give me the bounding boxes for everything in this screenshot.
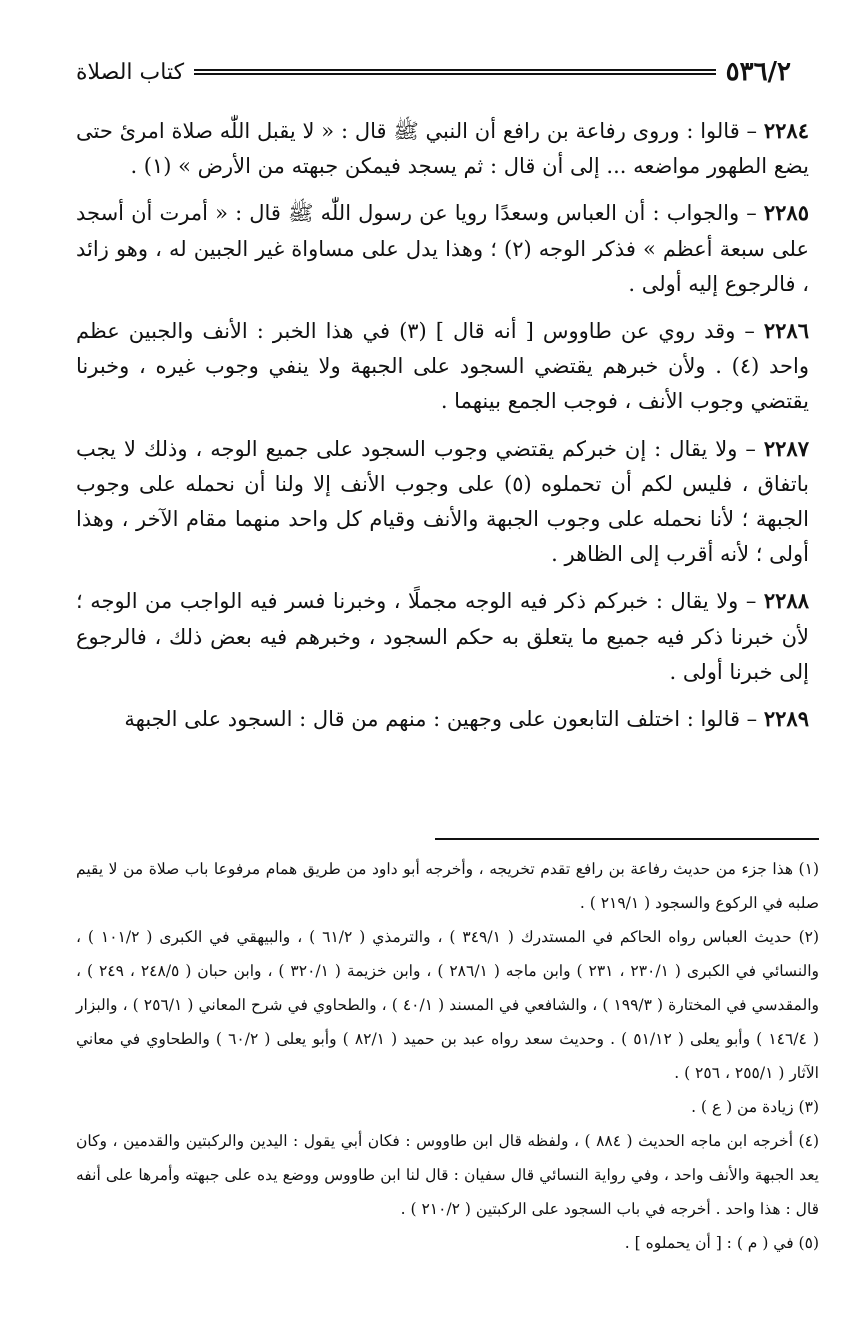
paragraph xyxy=(76,113,809,184)
paragraph-text: – قالوا : وروى رفاعة بن رافع أن النبي ﷺ قال : « لا يقبل اللّٰه صلاة امرئ حتى يضع الطهور مواضعه ... إلى أن قال : ثم يسجد فيمكن جبهته من الأرض » (١) . xyxy=(76,119,809,179)
paragraph-number: ٢٢٨٥ xyxy=(763,200,809,226)
footnote: (١) هذا جزء من حديث رفاعة بن رافع تقدم تخريجه ، وأخرجه أبو داود من طريق همام مرفوعا باب صلاة من لا يقيم صلبه في الركوع والسجود ( ٢١٩/١ ) . xyxy=(76,860,819,912)
footnote: (٢) حديث العباس رواه الحاكم في المستدرك ( ٣٤٩/١ ) ، والترمذي ( ٦١/٢ ) ، والبيهقي في الكبرى ( ١٠١/٢ ) ، والنسائي في الكبرى ( ٢٣٠/١ ، ٢٣١ ) وابن ماجه ( ٢٨٦/١ ) ، وابن خزيمة ( ٣٢٠/١ ) ، وابن حبان ( ٢٤٨/٥ ، ٢٤٩ ) ، والمقدسي في المختارة ( ١٩٩/٣ ) ، والشافعي في المسند ( ٤٠/١ ) ، والطحاوي في شرح المعاني ( ٢٥٦/١ ) ، والبزار ( ١٤٦/٤ ) وأبو يعلى ( ٥١/١٢ ) . وحديث سعد رواه عبد بن حميد ( ٨٢/١ ) وأبو يعلى ( ٦٠/٢ ) والطحاوي في معاني الآثار ( ٢٥٥/١ ، ٢٥٦ ) . xyxy=(76,928,820,1082)
paragraph-text: – ولا يقال : إن خبركم يقتضي وجوب السجود على جميع الوجه ، وذلك لا يجب باتفاق ، فليس لكم أن تحملوه (٥) على وجوب الأنف إلا ولنا أن نحمله على وجوب الجبهة ؛ لأنا نحمله على وجوب الجبهة والأنف وقيام كل واحد منهما مقام الآخر ، وهذا أولى ؛ لأنه أقرب إلى الظاهر . xyxy=(76,436,809,567)
paragraph-text: – ولا يقال : خبركم ذكر فيه الوجه مجملًا ، وخبرنا فسر فيه الواجب من الوجه ؛ لأن خبرنا ذكر فيه جميع ما يتعلق به حكم السجود ، وخبرهم فيه بعض ذلك ، فالرجوع إلى خبرنا أولى . xyxy=(76,589,809,684)
paragraph-text: – وقد روي عن طاووس [ أنه قال ] (٣) في هذا الخبر : الأنف والجبين عظم واحد (٤) . ولأن خبرهم يقتضي السجود على الجبهة ولا ينفي وجوب غيره ، وخبرنا يقتضي وجوب الأنف ، فوجب الجمع بينهما . xyxy=(76,319,809,414)
footnotes xyxy=(76,852,819,1260)
paragraph-number: ٢٢٨٤ xyxy=(763,118,809,143)
paragraph-number: ٢٢٨٨ xyxy=(763,588,809,614)
footnote: (٥) في ( م ) : [ أن يحملوه ] . xyxy=(624,1234,819,1252)
footnote: (٣) زيادة من ( ع ) . xyxy=(691,1098,819,1116)
paragraph xyxy=(76,313,809,420)
paragraph-number: ٢٢٨٧ xyxy=(763,435,809,461)
paragraph-text: – قالوا : اختلف التابعون على وجهين : منهم من قال : السجود على الجبهة xyxy=(124,707,764,732)
paragraph xyxy=(76,195,809,302)
header-rule xyxy=(194,69,716,75)
paragraph-text: – والجواب : أن العباس وسعدًا رويا عن رسول اللّٰه ﷺ قال : « أمرت أن أسجد على سبعة أعظم » فذكر الوجه (٢) ؛ وهذا يدل على مساواة غير الجبين له ، وهو زائد ، فالرجوع إليه أولى . xyxy=(76,201,809,296)
paragraph xyxy=(76,431,809,573)
page-header xyxy=(76,52,791,92)
main-text xyxy=(76,113,809,748)
book-title: كتاب الصلاة xyxy=(76,59,185,85)
footnote-separator xyxy=(435,838,819,840)
paragraph-number: ٢٢٨٩ xyxy=(763,706,809,732)
page-number: ٥٣٦/٢ xyxy=(725,57,791,87)
paragraph xyxy=(76,583,809,690)
paragraph xyxy=(76,701,809,737)
paragraph-number: ٢٢٨٦ xyxy=(763,318,809,344)
footnote: (٤) أخرجه ابن ماجه الحديث ( ٨٨٤ ) ، ولفظه قال ابن طاووس : فكان أبي يقول : اليدين والركبتين والقدمين ، وكان يعد الجبهة والأنف واحد ، وفي رواية النسائي قال سفيان : قال لنا ابن طاووس ووضع يده على جبهته وأمرها على أنفه قال : هذا واحد . أخرجه في باب السجود على الركبتين ( ٢١٠/٢ ) . xyxy=(76,1132,819,1218)
